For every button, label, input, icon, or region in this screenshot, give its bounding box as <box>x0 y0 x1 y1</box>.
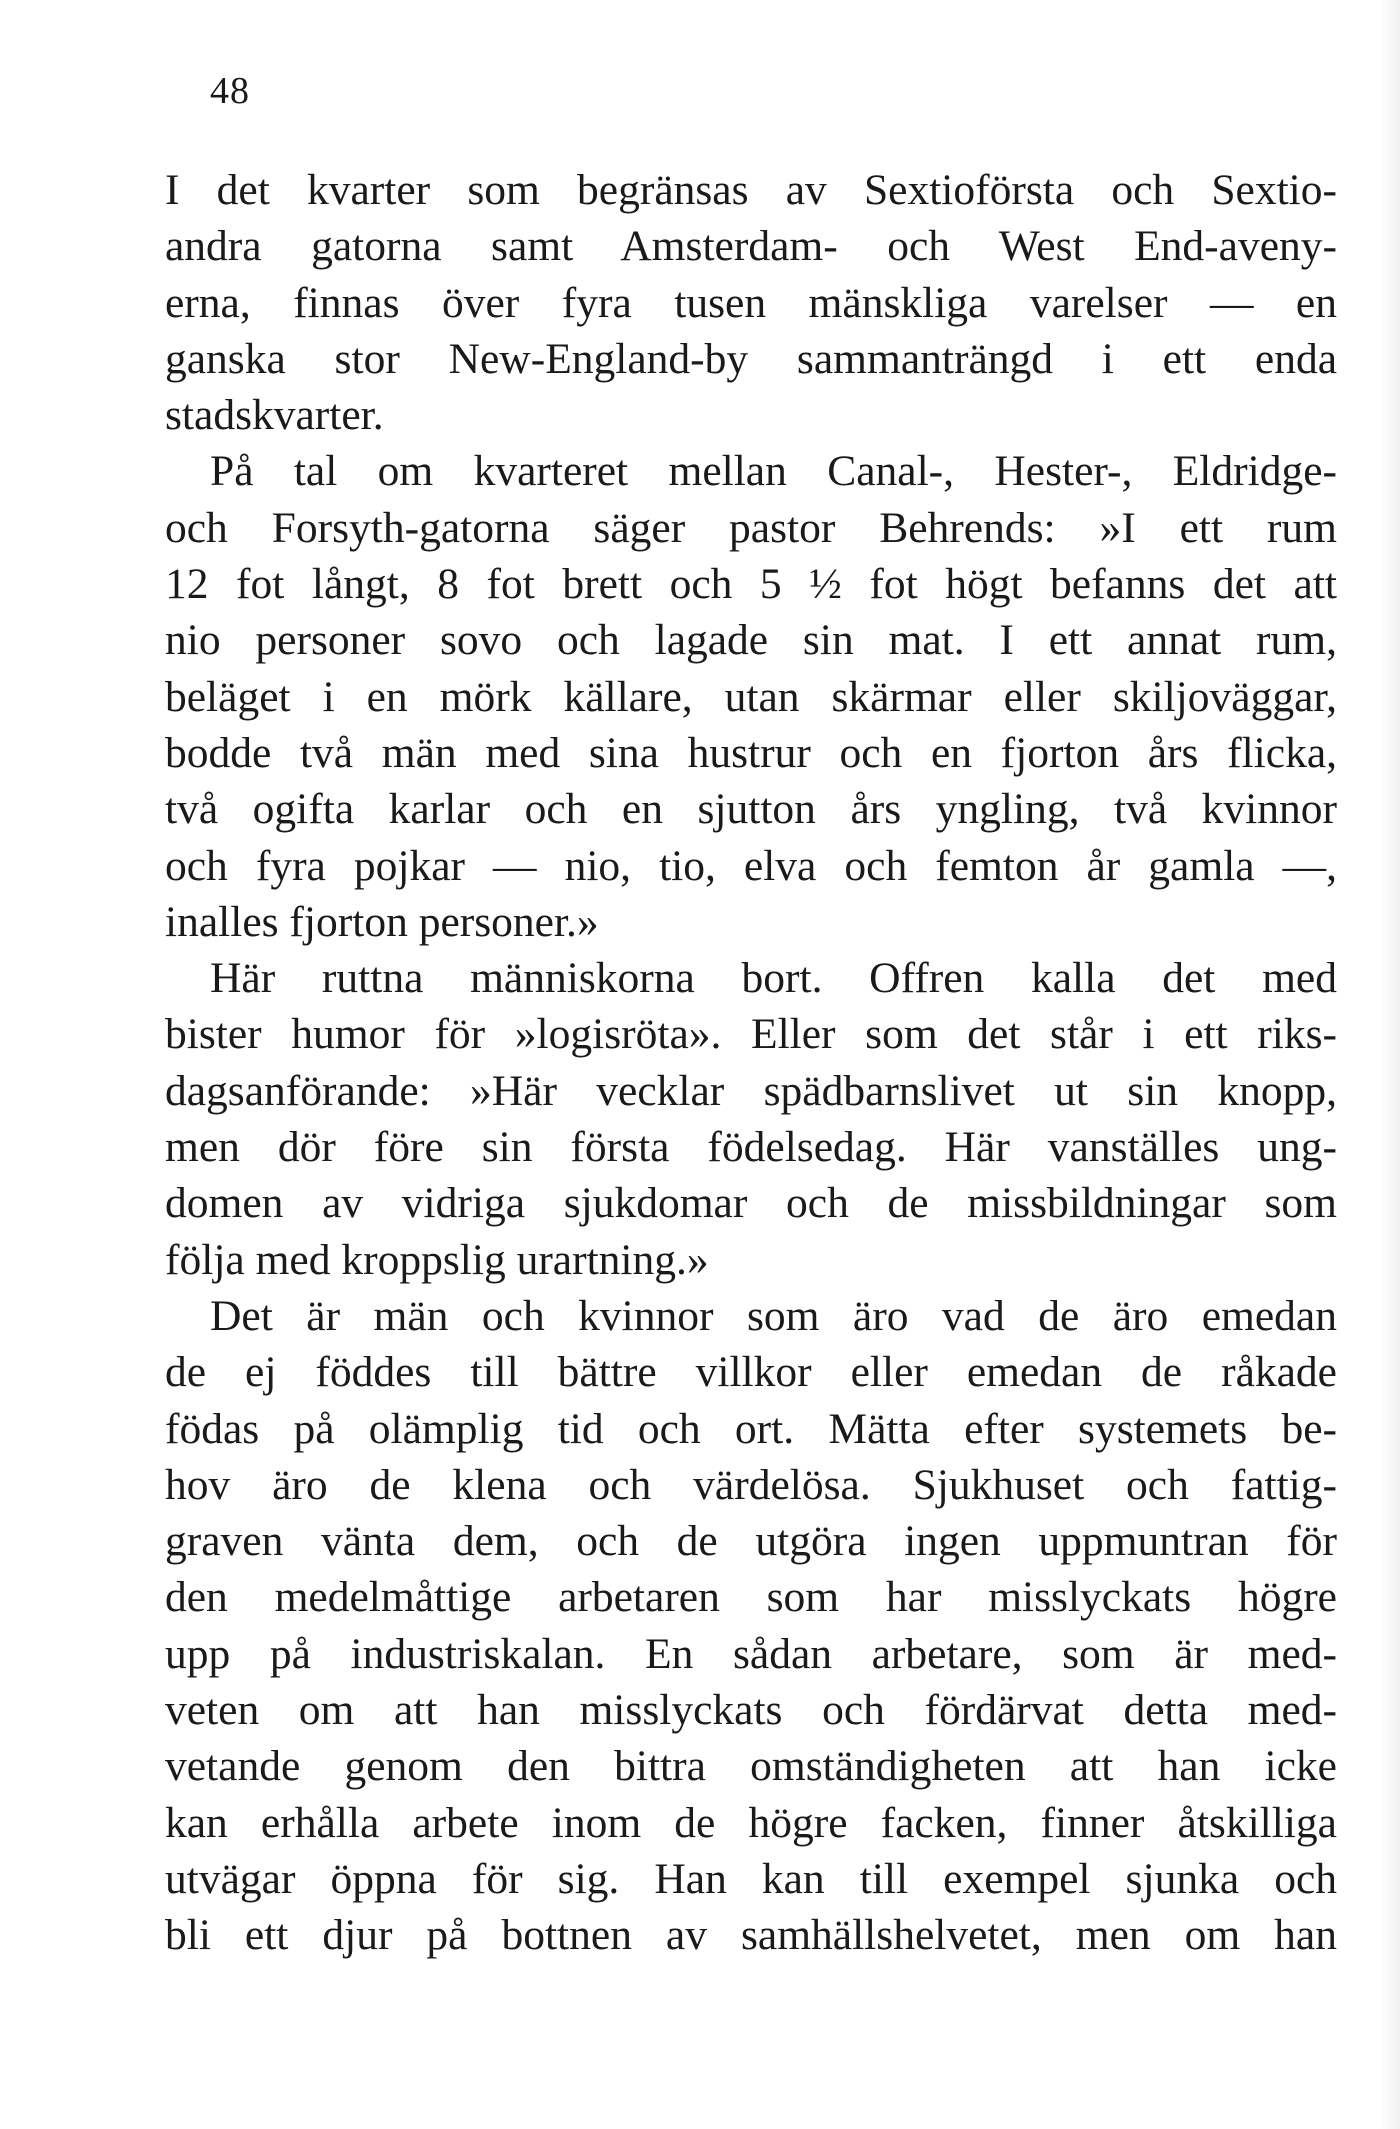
text-line: den medelmåttige arbetaren som har misslyckats högre <box>165 1573 1337 1622</box>
text-line: upp på industriskalan. En sådan arbetare, som är med- <box>165 1629 1337 1678</box>
text-line: Här ruttna människorna bort. Offren kalla det med <box>210 954 1337 1003</box>
text-line: Det är män och kvinnor som äro vad de äro emedan <box>210 1291 1337 1340</box>
text-line: och fyra pojkar — nio, tio, elva och femton år gamla —, <box>165 841 1337 890</box>
text-line: På tal om kvarteret mellan Canal-, Hester-, Eldridge- <box>210 447 1337 496</box>
scan-edge-shadow <box>1380 0 1400 2129</box>
text-line: andra gatorna samt Amsterdam- och West End-aveny- <box>165 222 1337 271</box>
text-line: bister humor för »logisröta». Eller som det står i ett riks- <box>165 1010 1337 1059</box>
text-line: vetande genom den bittra omständigheten att han icke <box>165 1742 1337 1791</box>
text-line: inalles fjorton personer.» <box>165 897 599 946</box>
text-line: men dör före sin första födelsedag. Här vanställes ung- <box>165 1123 1337 1172</box>
text-line: erna, finnas över fyra tusen mänskliga varelser — en <box>165 278 1337 327</box>
text-line: ganska stor New-England-by sammanträngd i ett enda <box>165 334 1337 383</box>
text-line: I det kvarter som begränsas av Sextioförsta och Sextio- <box>165 166 1337 214</box>
text-line: utvägar öppna för sig. Han kan till exempel sjunka och <box>165 1854 1337 1903</box>
page-number: 48 <box>210 70 250 112</box>
text-line: bli ett djur på bottnen av samhällshelvetet, men om han <box>165 1911 1337 1960</box>
text-line: födas på olämplig tid och ort. Mätta efter systemets be- <box>165 1404 1337 1453</box>
text-line: hov äro de klena och värdelösa. Sjukhuset och fattig- <box>165 1460 1337 1509</box>
text-line: graven vänta dem, och de utgöra ingen uppmuntran för <box>165 1517 1337 1566</box>
text-line: följa med kroppslig urartning.» <box>165 1235 709 1284</box>
text-line: två ogifta karlar och en sjutton års yngling, två kvinnor <box>165 785 1337 834</box>
text-line: 12 fot långt, 8 fot brett och 5 ½ fot högt befanns det att <box>165 560 1337 609</box>
text-line: bodde två män med sina hustrur och en fjorton års flicka, <box>165 728 1337 777</box>
text-line: och Forsyth-gatorna säger pastor Behrends: »I ett rum <box>165 503 1337 552</box>
text-line: veten om att han misslyckats och fördärvat detta med- <box>165 1686 1337 1735</box>
text-line: dagsanförande: »Här vecklar spädbarnslivet ut sin knopp, <box>165 1066 1337 1115</box>
text-line: domen av vidriga sjukdomar och de missbildningar som <box>165 1179 1337 1228</box>
text-line: nio personer sovo och lagade sin mat. I ett annat rum, <box>165 616 1337 665</box>
text-line: de ej föddes till bättre villkor eller emedan de råkade <box>165 1348 1337 1397</box>
body-text <box>165 162 1337 1964</box>
text-line: kan erhålla arbete inom de högre facken, finner åtskilliga <box>165 1798 1337 1847</box>
text-line: beläget i en mörk källare, utan skärmar eller skiljoväggar, <box>165 672 1337 721</box>
text-line: stadskvarter. <box>165 391 384 440</box>
